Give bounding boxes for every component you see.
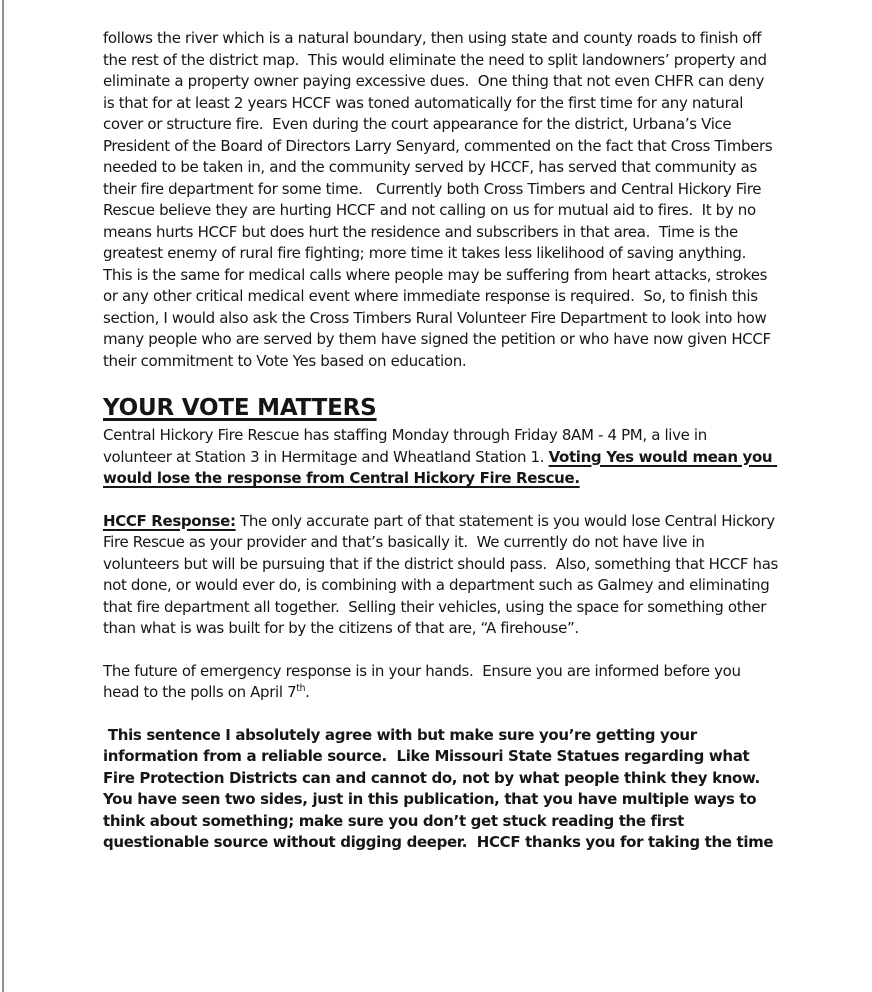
paragraph-closing-statement: This sentence I absolutely agree with but make sure you’re getting your information from a reliable source. Like Missouri State Statues regarding what Fire Protection Districts can and cannot do, not by what people think they know. You have seen two sides, just in this publication, that you have multiple ways to think about something; make sure you don’t get stuck reading the first questionable source without digging deeper. HCCF thanks you for taking the time [103,725,774,851]
polls-reminder-period: . [305,683,310,701]
document-page [103,28,783,854]
staffing-claim-text: Central Hickory Fire Rescue has staffing Monday through Friday 8AM - 4 PM, a live in volunteer at Station 3 in Hermitage and Wheatland Station 1. [103,426,712,466]
paragraph-district-argument: follows the river which is a natural boundary, then using state and county roads to finish off the rest of the district map. This would eliminate the need to split landowners’ property and eliminate a property owner paying excessive dues. One thing that not even CHFR can deny is that for at least 2 years HCCF was toned automatically for the first time for any natural cover or structure fire. Even during the court appearance for the district, Urbana’s Vice President of the Board of Directors Larry Senyard, commented on the fact that Cross Timbers needed to be taken in, and the community served by HCCF, has served that community as their fire department for some time. Currently both Cross Timbers and Central Hickory Fire Rescue believe they are hurting HCCF and not calling on us for mutual aid to fires. It by no means hurts HCCF but does hurt the residence and subscribers in that area. Time is the greatest enemy of rural fire fighting; more time it takes less likelihood of saving anything. This is the same for medical calls where people may be suffering from heart attacks, strokes or any other critical medical event where immediate response is required. So, to finish this section, I would also ask the Cross Timbers Rural Volunteer Fire Department to look into how many people who are served by them have signed the petition or who have now given HCCF their commitment to Vote Yes based on education. [103,29,777,370]
ordinal-superscript: th [296,683,306,694]
section-heading-your-vote-matters: YOUR VOTE MATTERS [103,395,377,421]
voting-yes-warning-text: Voting Yes would mean you would lose the response from Central Hickory Fire Rescue. [103,447,778,487]
hccf-response-label: HCCF Response: [103,511,236,530]
paragraph-polls-reminder [103,661,779,704]
paragraph-hccf-response [103,511,783,640]
page-left-edge [2,0,4,992]
polls-reminder-text: The future of emergency response is in your hands. Ensure you are informed before you head to the polls on April 7 [103,661,746,701]
hccf-response-body: The only accurate part of that statement is you would lose Central Hickory Fire Rescue as your provider and that’s basically it. We currently do not have live in volunteers but will be pursuing that if the district should pass. Also, something that HCCF has not done, or would ever do, is combining with a department such as Galmey and eliminating that fire department all together. Selling their vehicles, using the space for something other than what is was built for by the citizens of that are, “A firehouse”. [103,511,783,637]
paragraph-staffing-claim [103,425,779,490]
